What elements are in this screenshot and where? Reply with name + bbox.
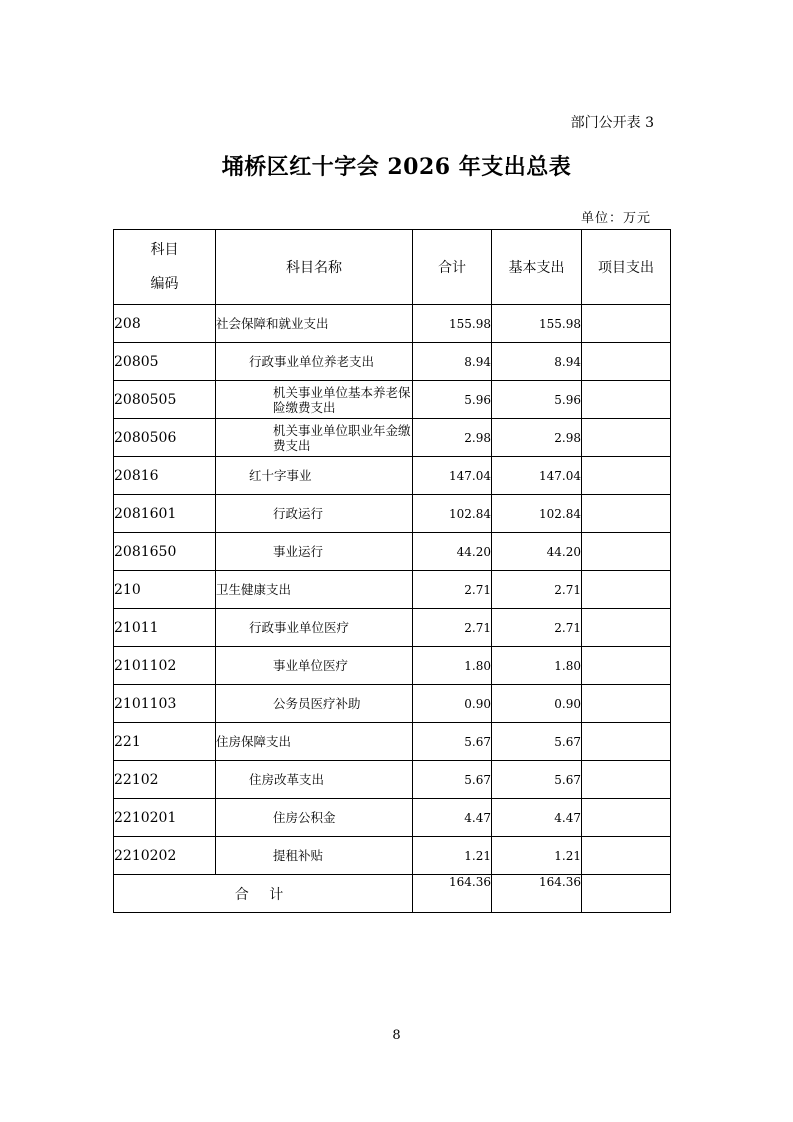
row-project — [582, 723, 671, 761]
table-row — [114, 533, 671, 571]
table-row — [114, 571, 671, 609]
row-name: 行政事业单位医疗 — [216, 609, 413, 647]
table-number-label: 部门公开表 3 — [570, 115, 654, 131]
table-row — [114, 761, 671, 799]
table-row — [114, 723, 671, 761]
row-total: 0.90 — [413, 685, 492, 723]
total-label: 合 计 — [114, 875, 413, 913]
row-total: 1.21 — [413, 837, 492, 875]
row-basic: 2.71 — [492, 571, 582, 609]
row-name: 住房公积金 — [216, 799, 413, 837]
row-basic: 4.47 — [492, 799, 582, 837]
row-project — [582, 799, 671, 837]
row-name: 事业单位医疗 — [216, 647, 413, 685]
row-project — [582, 495, 671, 533]
row-project — [582, 533, 671, 571]
row-basic: 5.67 — [492, 761, 582, 799]
row-total: 5.67 — [413, 761, 492, 799]
row-project — [582, 647, 671, 685]
row-project — [582, 609, 671, 647]
row-name: 行政事业单位养老支出 — [216, 343, 413, 381]
row-code: 22102 — [114, 761, 216, 799]
row-basic: 102.84 — [492, 495, 582, 533]
row-name: 社会保障和就业支出 — [216, 305, 413, 343]
row-project — [582, 381, 671, 419]
table-row — [114, 419, 671, 457]
row-code: 2210202 — [114, 837, 216, 875]
page-title: 埇桥区红十字会 2026 年支出总表 — [221, 154, 572, 180]
row-name-text: 机关事业单位基本养老保险缴费支出 — [273, 384, 411, 415]
row-total: 5.96 — [413, 381, 492, 419]
row-project — [582, 571, 671, 609]
row-project — [582, 305, 671, 343]
column-header-code — [114, 230, 216, 305]
table-row — [114, 609, 671, 647]
row-code: 208 — [114, 305, 216, 343]
row-basic: 1.80 — [492, 647, 582, 685]
row-total: 155.98 — [413, 305, 492, 343]
row-project — [582, 343, 671, 381]
row-name: 卫生健康支出 — [216, 571, 413, 609]
row-code: 2101102 — [114, 647, 216, 685]
row-basic: 147.04 — [492, 457, 582, 495]
total-row — [114, 875, 671, 913]
row-basic: 8.94 — [492, 343, 582, 381]
column-header-code-line2: 编码 — [150, 276, 179, 292]
unit-label: 单位：万元 — [580, 211, 651, 226]
row-code: 210 — [114, 571, 216, 609]
row-basic: 44.20 — [492, 533, 582, 571]
column-header-code-line1: 科目 — [150, 242, 179, 258]
row-basic: 2.71 — [492, 609, 582, 647]
column-header-basic: 基本支出 — [492, 230, 582, 305]
column-header-total: 合计 — [413, 230, 492, 305]
row-name: 住房改革支出 — [216, 761, 413, 799]
total-basic: 164.36 — [492, 875, 582, 913]
row-project — [582, 685, 671, 723]
row-total: 2.98 — [413, 419, 492, 457]
row-total: 147.04 — [413, 457, 492, 495]
row-name — [216, 419, 413, 457]
expenditure-table — [113, 229, 671, 913]
row-name: 红十字事业 — [216, 457, 413, 495]
row-basic: 5.96 — [492, 381, 582, 419]
row-basic: 5.67 — [492, 723, 582, 761]
row-name: 公务员医疗补助 — [216, 685, 413, 723]
row-project — [582, 761, 671, 799]
row-code: 21011 — [114, 609, 216, 647]
row-total: 102.84 — [413, 495, 492, 533]
page-number: 8 — [392, 1028, 401, 1043]
row-project — [582, 419, 671, 457]
row-code: 2080506 — [114, 419, 216, 457]
row-basic: 1.21 — [492, 837, 582, 875]
row-basic: 0.90 — [492, 685, 582, 723]
table-row — [114, 305, 671, 343]
row-code: 2101103 — [114, 685, 216, 723]
table-row — [114, 343, 671, 381]
row-basic: 2.98 — [492, 419, 582, 457]
row-code: 2080505 — [114, 381, 216, 419]
row-code: 20805 — [114, 343, 216, 381]
row-name-text: 机关事业单位职业年金缴费支出 — [273, 422, 411, 453]
column-header-project: 项目支出 — [582, 230, 671, 305]
row-code: 2081601 — [114, 495, 216, 533]
column-header-name: 科目名称 — [216, 230, 413, 305]
row-name: 住房保障支出 — [216, 723, 413, 761]
row-total: 2.71 — [413, 609, 492, 647]
table-row — [114, 685, 671, 723]
row-total: 8.94 — [413, 343, 492, 381]
row-code: 2210201 — [114, 799, 216, 837]
table-row — [114, 495, 671, 533]
row-name — [216, 381, 413, 419]
row-code: 221 — [114, 723, 216, 761]
row-total: 4.47 — [413, 799, 492, 837]
row-code: 2081650 — [114, 533, 216, 571]
row-code: 20816 — [114, 457, 216, 495]
row-name: 事业运行 — [216, 533, 413, 571]
row-total: 5.67 — [413, 723, 492, 761]
total-sum: 164.36 — [413, 875, 492, 913]
row-name: 提租补贴 — [216, 837, 413, 875]
table-row — [114, 381, 671, 419]
total-project — [582, 875, 671, 913]
row-total: 2.71 — [413, 571, 492, 609]
row-basic: 155.98 — [492, 305, 582, 343]
row-total: 1.80 — [413, 647, 492, 685]
table-header-row — [114, 230, 671, 305]
table-row — [114, 837, 671, 875]
table-row — [114, 647, 671, 685]
table-row — [114, 457, 671, 495]
row-total: 44.20 — [413, 533, 492, 571]
row-project — [582, 837, 671, 875]
table-row — [114, 799, 671, 837]
row-project — [582, 457, 671, 495]
row-name: 行政运行 — [216, 495, 413, 533]
